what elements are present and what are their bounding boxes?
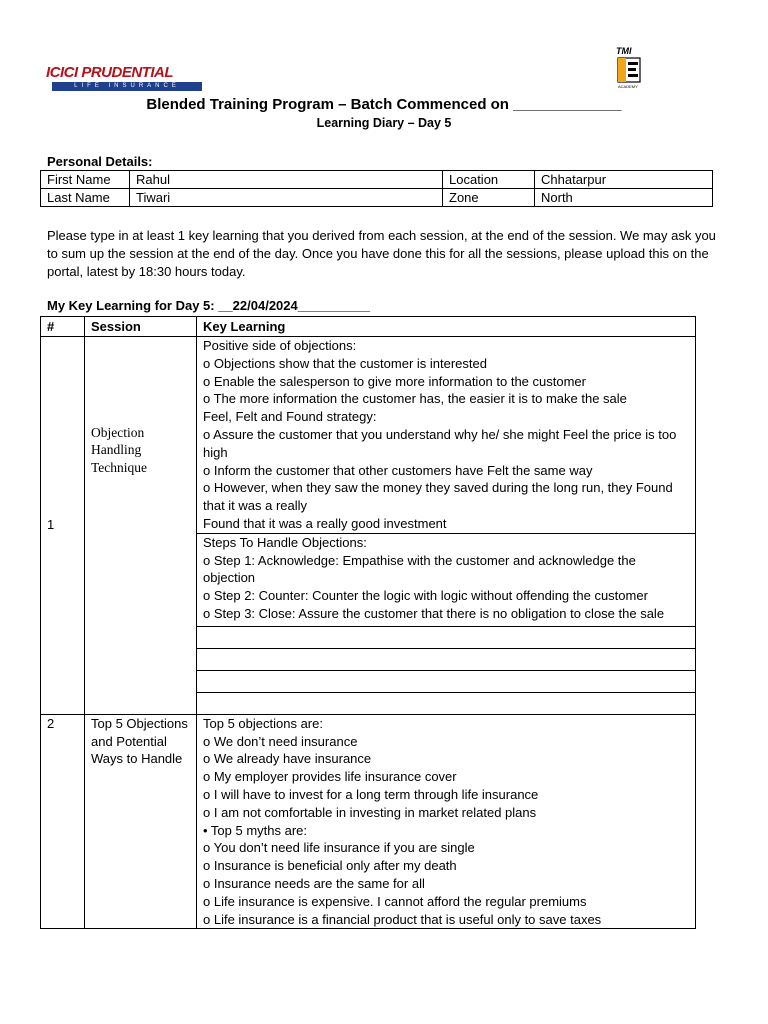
- tmi-logo-text: TMI: [616, 46, 632, 56]
- key-learning-line: Feel, Felt and Found strategy:: [203, 409, 377, 425]
- key-learning-table: [40, 316, 696, 929]
- column-header-number: #: [41, 317, 85, 337]
- tmi-academy-logo: [612, 46, 646, 92]
- personal-details-heading: Personal Details:: [47, 154, 153, 169]
- key-learning-line: Positive side of objections:: [203, 338, 357, 353]
- session-name: Top 5 Objections and Potential Ways to Handle: [85, 714, 197, 929]
- row-number: 2: [41, 714, 85, 929]
- table-header-row: [41, 317, 696, 337]
- key-learning-line: o Inform the customer that other customers have Felt the same way: [203, 462, 593, 478]
- key-learning-line: Found that it was a really good investment: [203, 515, 447, 531]
- key-learning-line: o My employer provides life insurance cover: [203, 769, 457, 785]
- row-number: 1: [41, 337, 85, 715]
- key-learning-line: o You don’t need life insurance if you are single: [203, 840, 475, 856]
- column-header-key-learning: Key Learning: [197, 317, 696, 337]
- key-learning-heading: My Key Learning for Day 5: __22/04/2024__________: [47, 298, 371, 313]
- session-name: Objection Handling Technique: [85, 337, 197, 715]
- key-learning-line: o Step 3: Close: Assure the customer that there is no obligation to close the sale: [203, 605, 665, 621]
- key-learning-line: o Insurance needs are the same for all: [203, 875, 425, 891]
- key-learning-line: o However, when they saw the money they saved during the long run, they Found that it was a really: [203, 480, 673, 514]
- location-label: Location: [443, 171, 535, 189]
- page-title: Blended Training Program – Batch Commenced on _____________: [146, 96, 622, 113]
- key-learning-line: o Life insurance is expensive. I cannot afford the regular premiums: [203, 893, 587, 909]
- key-learning-cell: [197, 714, 696, 929]
- icici-prudential-logo: [46, 64, 206, 94]
- logo-brand-text: ICICI PRUDENTIAL: [46, 64, 173, 81]
- key-learning-line: o Insurance is beneficial only after my death: [203, 858, 457, 874]
- key-learning-line: o Enable the salesperson to give more information to the customer: [203, 373, 586, 389]
- empty-cell: [197, 626, 696, 648]
- table-row: [41, 189, 713, 207]
- zone-value: North: [535, 189, 713, 207]
- table-row: [41, 714, 696, 929]
- last-name-label: Last Name: [41, 189, 130, 207]
- key-learning-line: o I will have to invest for a long term through life insurance: [203, 786, 539, 802]
- key-learning-line: • Top 5 myths are:: [203, 822, 308, 838]
- key-learning-line: Top 5 objections are:: [203, 715, 323, 731]
- table-row: [41, 171, 713, 189]
- key-learning-cell: [197, 337, 696, 534]
- first-name-label: First Name: [41, 171, 130, 189]
- key-learning-line: Steps To Handle Objections:: [203, 534, 367, 550]
- first-name-value: Rahul: [130, 171, 443, 189]
- logo-brand-subtext: LIFE INSURANCE: [52, 82, 202, 91]
- key-learning-line: o Assure the customer that you understand why he/ she might Feel the price is too high: [203, 426, 677, 460]
- page-subtitle: Learning Diary – Day 5: [316, 116, 452, 130]
- instructions-paragraph: Please type in at least 1 key learning that you derived from each session, at the end of the session. We may ask you to sum up the session at the end of the day. Once you have done this for all the sessions, please upload this on the portal, latest by 18:30 hours today.: [47, 228, 716, 279]
- key-learning-line: o Life insurance is a financial product that is useful only to save taxes: [203, 911, 602, 927]
- location-value: Chhatarpur: [535, 171, 713, 189]
- last-name-value: Tiwari: [130, 189, 443, 207]
- key-learning-line: o I am not comfortable in investing in market related plans: [203, 804, 537, 820]
- column-header-session: Session: [85, 317, 197, 337]
- key-learning-line: o The more information the customer has, the easier it is to make the sale: [203, 391, 627, 407]
- key-learning-line: o We already have insurance: [203, 751, 372, 767]
- key-learning-line: o We don’t need insurance: [203, 733, 358, 749]
- key-learning-line: o Objections show that the customer is interested: [203, 355, 487, 371]
- tmi-logo-subtext: ACADEMY: [618, 84, 638, 89]
- zone-label: Zone: [443, 189, 535, 207]
- personal-details-table: [40, 170, 713, 207]
- empty-cell: [197, 692, 696, 714]
- empty-cell: [197, 648, 696, 670]
- table-row: [41, 337, 696, 534]
- empty-cell: [197, 670, 696, 692]
- key-learning-line: o Step 1: Acknowledge: Empathise with the customer and acknowledge the objection: [203, 552, 636, 586]
- key-learning-line: o Step 2: Counter: Counter the logic with logic without offending the customer: [203, 588, 648, 604]
- key-learning-cell: [197, 533, 696, 626]
